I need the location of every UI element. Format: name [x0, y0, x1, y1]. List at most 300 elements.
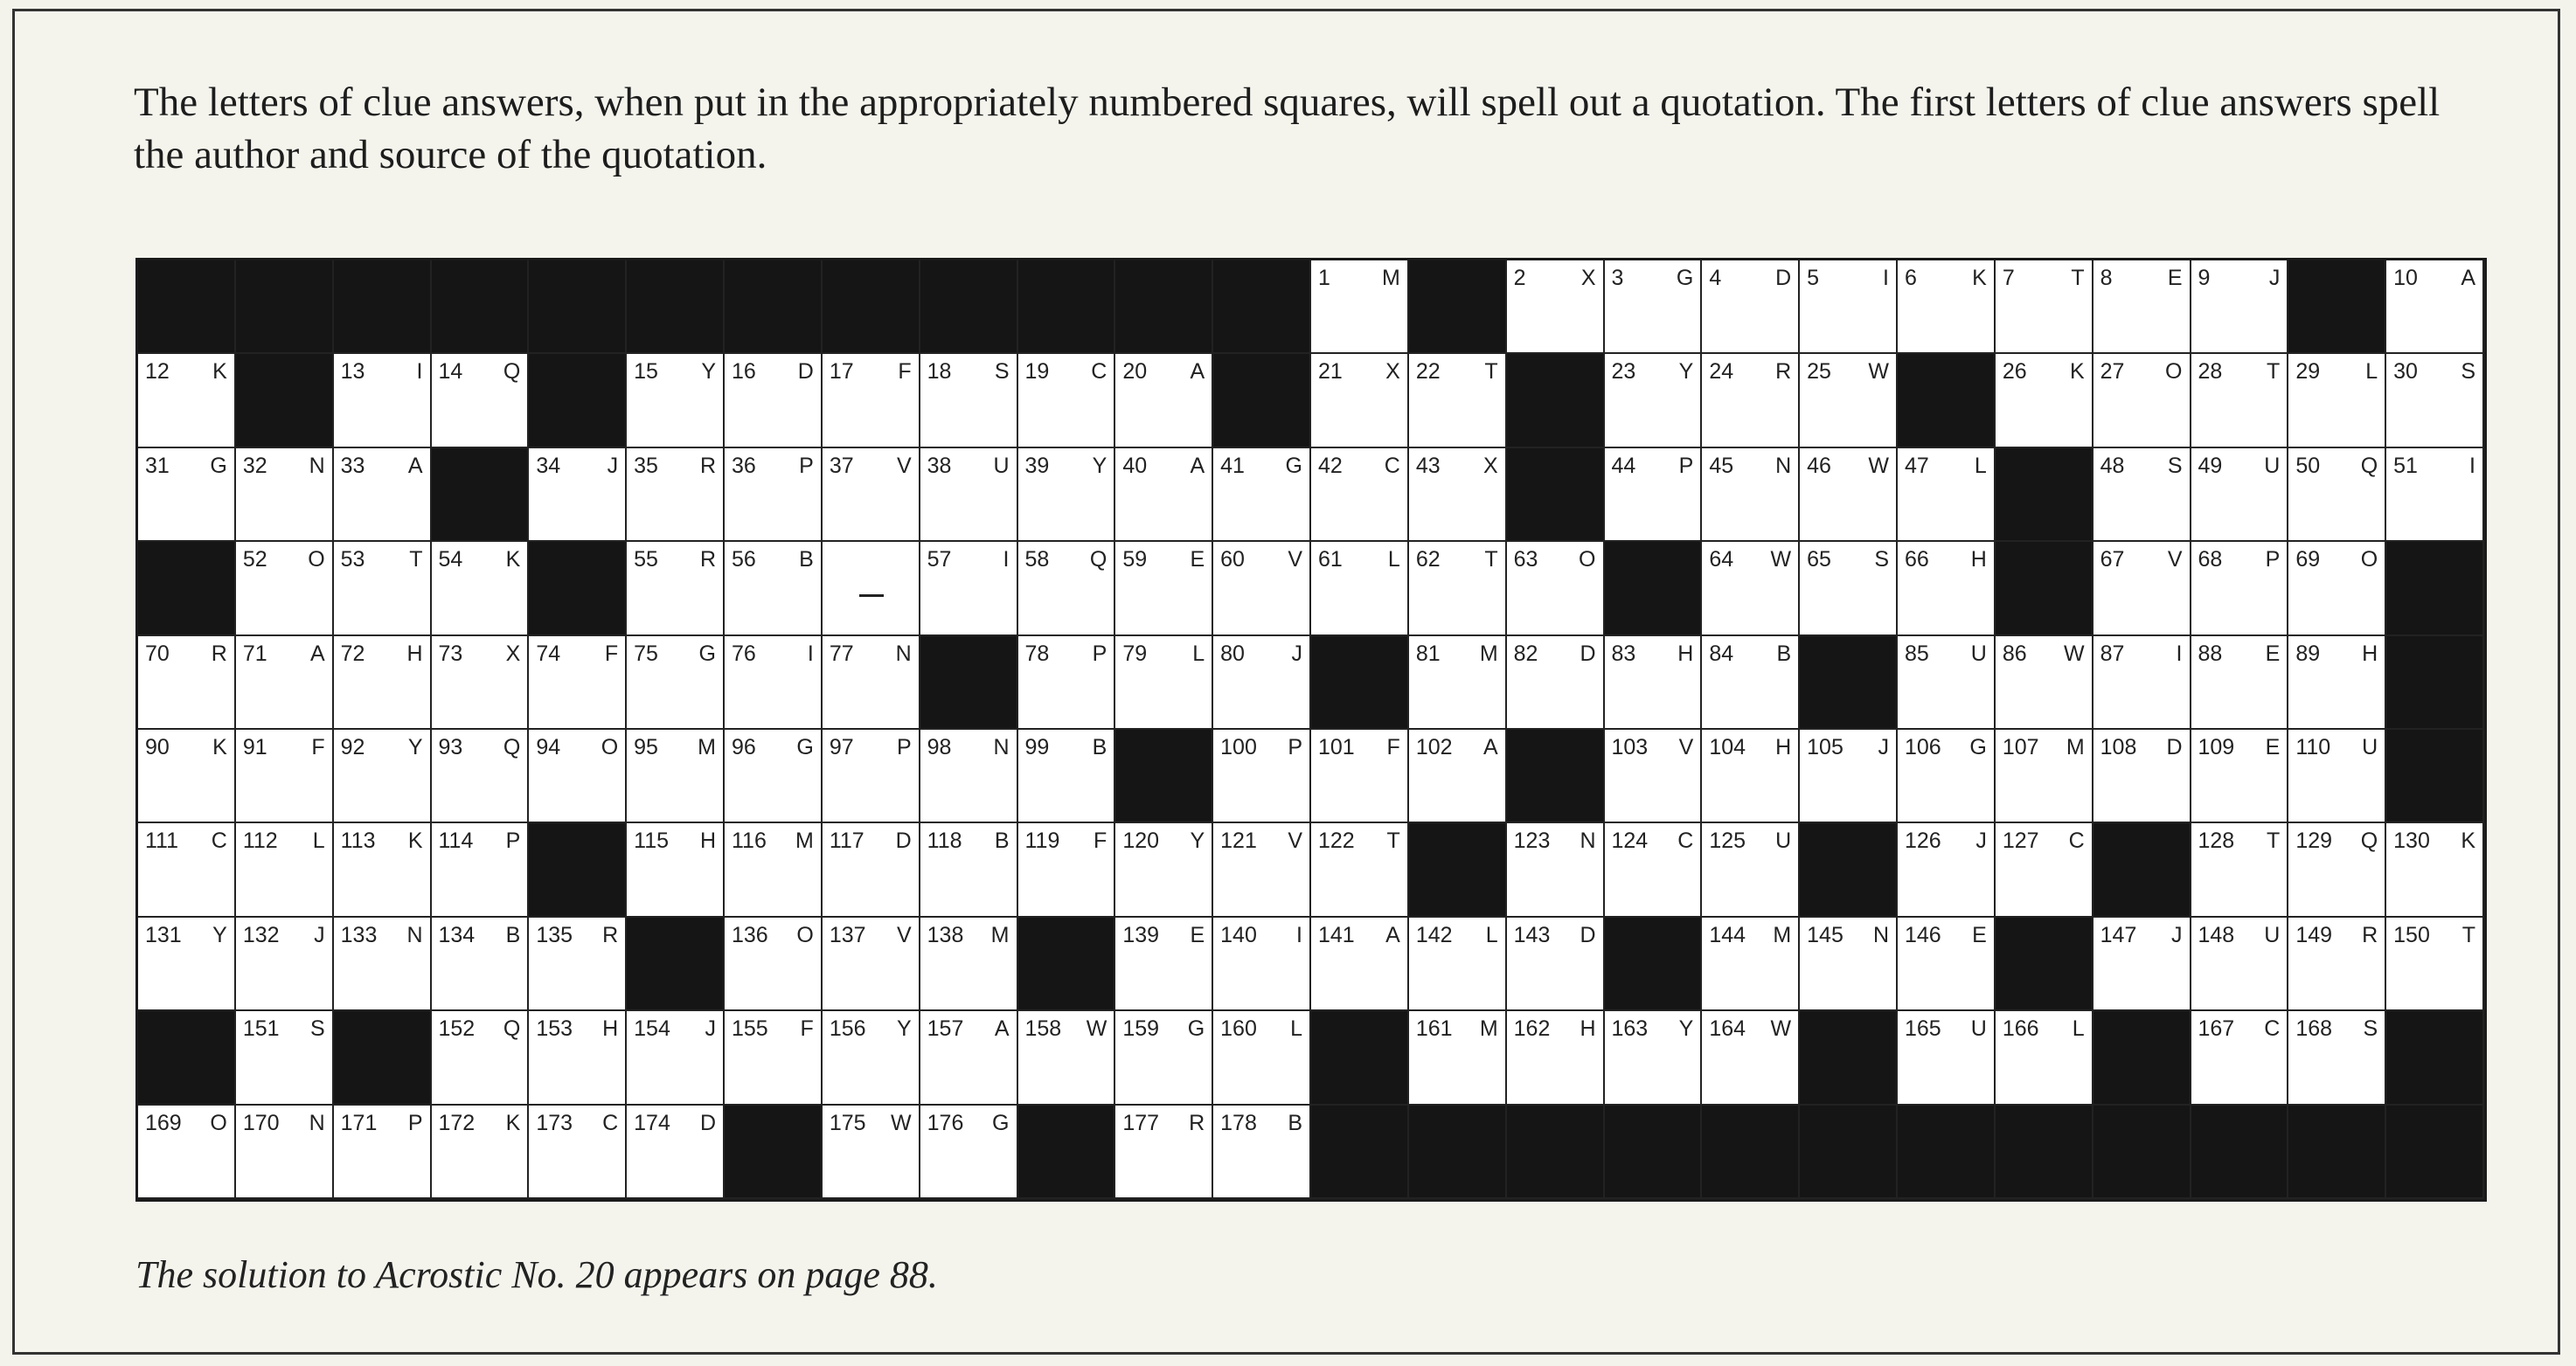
clue-letter: H — [602, 1016, 619, 1042]
square-number: 169 — [145, 1110, 182, 1135]
grid-square — [920, 918, 1018, 1011]
grid-square — [1702, 542, 1800, 635]
grid-square — [1507, 542, 1605, 635]
clue-letter: P — [1092, 641, 1107, 666]
grid-square — [1213, 1106, 1311, 1199]
grid-square — [334, 730, 432, 823]
clue-letter: T — [1484, 359, 1498, 385]
grid-square — [1800, 542, 1898, 635]
square-number: 34 — [536, 453, 561, 478]
grid-square — [1115, 448, 1213, 542]
square-number: 98 — [927, 735, 952, 759]
clue-letter: A — [2461, 266, 2475, 290]
clue-letter: W — [2064, 641, 2085, 666]
square-number: 175 — [829, 1110, 866, 1135]
square-number: 75 — [634, 641, 658, 666]
clue-letter: V — [1678, 735, 1694, 759]
clue-letter: I — [2469, 453, 2475, 478]
grid-square — [725, 918, 823, 1011]
black-square — [1605, 918, 1703, 1011]
square-number: 32 — [242, 453, 267, 478]
clue-letter: O — [2165, 359, 2183, 385]
square-number: 111 — [145, 829, 179, 854]
grid-square — [529, 448, 627, 542]
clue-letter: D — [699, 1110, 716, 1135]
grid-square — [725, 730, 823, 823]
square-number: 89 — [2295, 641, 2321, 666]
square-number: 142 — [1415, 922, 1453, 947]
clue-letter: T — [1484, 547, 1498, 572]
grid-square — [2386, 448, 2484, 542]
square-number: 55 — [634, 547, 658, 572]
clue-letter: J — [1291, 641, 1302, 666]
grid-square — [823, 448, 920, 542]
square-number: 93 — [438, 735, 463, 759]
grid-square — [236, 448, 334, 542]
clue-letter: D — [2166, 735, 2183, 759]
grid-square — [1507, 636, 1605, 730]
square-number: 78 — [1024, 641, 1050, 666]
grid-square — [823, 636, 920, 730]
clue-letter: B — [1776, 641, 1792, 666]
clue-letter: B — [1288, 1110, 1302, 1135]
clue-letter: A — [1190, 359, 1205, 385]
clue-letter: P — [2265, 547, 2281, 572]
clue-letter: G — [1676, 266, 1694, 290]
black-square — [1311, 636, 1409, 730]
grid-square — [1311, 354, 1409, 447]
grid-square — [920, 354, 1018, 447]
black-square — [2386, 636, 2484, 730]
square-number: 101 — [1318, 735, 1355, 759]
clue-letter: Q — [1089, 547, 1107, 572]
clue-letter: Y — [1678, 1016, 1694, 1042]
grid-square — [1311, 260, 1409, 354]
square-number: 103 — [1611, 735, 1649, 759]
square-number: 108 — [2100, 735, 2137, 759]
black-square — [2386, 542, 2484, 635]
square-number: 139 — [1122, 922, 1160, 947]
clue-letter: T — [2071, 266, 2085, 290]
clue-letter: S — [309, 1016, 325, 1042]
clue-letter: G — [992, 1110, 1010, 1135]
clue-letter: A — [994, 1016, 1010, 1042]
square-number: 56 — [732, 547, 756, 572]
black-square — [2191, 1106, 2289, 1199]
square-number: 122 — [1318, 829, 1355, 854]
clue-letter: S — [994, 359, 1010, 385]
black-square — [2288, 260, 2386, 354]
square-number: 74 — [536, 641, 561, 666]
grid-square — [334, 354, 432, 447]
clue-letter: O — [308, 547, 325, 572]
square-number: 5 — [1807, 266, 1820, 290]
grid-square — [1898, 542, 1996, 635]
grid-square — [725, 448, 823, 542]
grid-square — [138, 448, 236, 542]
clue-letter: X — [1385, 359, 1400, 385]
grid-square — [2093, 730, 2191, 823]
grid-square — [1702, 260, 1800, 354]
grid-square — [138, 730, 236, 823]
grid-square — [2093, 636, 2191, 730]
clue-letter: F — [311, 735, 325, 759]
clue-letter: N — [309, 1110, 325, 1135]
square-number: 37 — [829, 453, 854, 478]
square-number: 107 — [2002, 735, 2039, 759]
grid-square — [1115, 1106, 1213, 1199]
black-square — [1702, 1106, 1800, 1199]
clue-letter: E — [2265, 641, 2281, 666]
black-square — [1507, 730, 1605, 823]
square-number: 3 — [1611, 266, 1624, 290]
clue-letter: I — [2176, 641, 2183, 666]
grid-square — [2288, 636, 2386, 730]
grid-square — [920, 1106, 1018, 1199]
black-square — [2093, 1106, 2191, 1199]
clue-letter: A — [309, 641, 325, 666]
grid-square — [627, 1106, 725, 1199]
puzzle-frame — [12, 9, 2560, 1355]
square-number: 59 — [1122, 547, 1148, 572]
clue-letter: G — [210, 453, 227, 478]
clue-letter: J — [314, 922, 325, 947]
grid-square — [2386, 823, 2484, 917]
clue-letter: L — [312, 829, 325, 854]
clue-letter: K — [1972, 266, 1987, 290]
square-number: 2 — [1513, 266, 1526, 290]
square-number: 65 — [1807, 547, 1831, 572]
grid-square — [2288, 354, 2386, 447]
grid-square — [1311, 823, 1409, 917]
black-square — [1213, 354, 1311, 447]
square-number: 96 — [732, 735, 756, 759]
square-number: 129 — [2295, 829, 2333, 854]
clue-letter: B — [505, 922, 521, 947]
grid-square — [2288, 448, 2386, 542]
square-number: 77 — [829, 641, 854, 666]
grid-square — [2191, 823, 2289, 917]
square-number: 63 — [1513, 547, 1538, 572]
clue-letter: K — [505, 547, 521, 572]
square-number: 125 — [1709, 829, 1746, 854]
black-square — [529, 542, 627, 635]
clue-letter: G — [796, 735, 814, 759]
word-break-square — [823, 542, 920, 635]
clue-letter: T — [2267, 829, 2281, 854]
clue-letter: F — [1386, 735, 1400, 759]
clue-letter: R — [699, 547, 716, 572]
clue-letter: B — [994, 829, 1010, 854]
black-square — [529, 823, 627, 917]
clue-letter: X — [1482, 453, 1498, 478]
square-number: 131 — [145, 922, 182, 947]
square-number: 130 — [2393, 829, 2430, 854]
square-number: 58 — [1024, 547, 1050, 572]
clue-letter: K — [407, 829, 423, 854]
black-square — [1898, 1106, 1996, 1199]
black-square — [529, 354, 627, 447]
black-square — [2386, 1106, 2484, 1199]
square-number: 163 — [1611, 1016, 1649, 1042]
grid-square — [1115, 354, 1213, 447]
square-number: 88 — [2198, 641, 2223, 666]
black-square — [1018, 918, 1116, 1011]
clue-letter: Q — [2360, 453, 2378, 478]
clue-letter: Y — [1190, 829, 1205, 854]
black-square — [236, 260, 334, 354]
grid-square — [1702, 1011, 1800, 1105]
square-number: 115 — [634, 829, 670, 854]
clue-letter: L — [1974, 453, 1987, 478]
clue-letter: N — [309, 453, 325, 478]
square-number: 109 — [2198, 735, 2235, 759]
grid-square — [1898, 636, 1996, 730]
square-number: 73 — [438, 641, 463, 666]
clue-letter: R — [1189, 1110, 1205, 1135]
grid-square — [1605, 730, 1703, 823]
clue-letter: I — [416, 359, 423, 385]
square-number: 76 — [732, 641, 756, 666]
grid-square — [236, 1106, 334, 1199]
square-number: 97 — [829, 735, 854, 759]
black-square — [1996, 1106, 2093, 1199]
square-number: 31 — [145, 453, 170, 478]
grid-square — [2191, 918, 2289, 1011]
black-square — [1996, 542, 2093, 635]
word-break-dash — [859, 594, 885, 597]
clue-letter: P — [1678, 453, 1694, 478]
square-number: 113 — [340, 829, 376, 854]
grid-square — [236, 636, 334, 730]
clue-letter: O — [2360, 547, 2378, 572]
square-number: 99 — [1024, 735, 1050, 759]
square-number: 15 — [634, 359, 658, 385]
clue-letter: E — [1190, 922, 1205, 947]
black-square — [1409, 1106, 1507, 1199]
clue-letter: M — [2066, 735, 2085, 759]
clue-letter: Y — [701, 359, 716, 385]
clue-letter: Q — [503, 735, 521, 759]
clue-letter: L — [1192, 641, 1205, 666]
clue-letter: C — [602, 1110, 619, 1135]
grid-square — [2288, 918, 2386, 1011]
square-number: 172 — [438, 1110, 476, 1135]
grid-square — [1898, 260, 1996, 354]
square-number: 64 — [1709, 547, 1734, 572]
grid-square — [1605, 354, 1703, 447]
clue-letter: F — [898, 359, 912, 385]
grid-square — [2288, 823, 2386, 917]
clue-letter: U — [1775, 829, 1792, 854]
clue-letter: H — [699, 829, 716, 854]
square-number: 82 — [1513, 641, 1538, 666]
grid-square — [920, 730, 1018, 823]
black-square — [1800, 1106, 1898, 1199]
black-square — [2093, 823, 2191, 917]
grid-square — [1018, 1011, 1116, 1105]
clue-letter: J — [1975, 829, 1987, 854]
grid-square — [1702, 636, 1800, 730]
square-number: 158 — [1024, 1016, 1062, 1042]
clue-letter: V — [896, 922, 912, 947]
square-number: 106 — [1905, 735, 1941, 759]
grid-square — [1605, 448, 1703, 542]
clue-letter: H — [406, 641, 423, 666]
grid-square — [1507, 823, 1605, 917]
square-number: 61 — [1318, 547, 1343, 572]
clue-letter: C — [1091, 359, 1107, 385]
square-number: 162 — [1513, 1016, 1551, 1042]
black-square — [138, 1011, 236, 1105]
clue-letter: P — [1288, 735, 1302, 759]
black-square — [1409, 260, 1507, 354]
grid-square — [1800, 448, 1898, 542]
clue-letter: O — [796, 922, 814, 947]
grid-square — [529, 918, 627, 1011]
grid-square — [823, 823, 920, 917]
black-square — [627, 260, 725, 354]
grid-square — [334, 636, 432, 730]
clue-letter: Y — [896, 1016, 912, 1042]
clue-letter: H — [1970, 547, 1987, 572]
square-number: 90 — [145, 735, 170, 759]
clue-letter: I — [807, 641, 814, 666]
clue-letter: H — [1677, 641, 1694, 666]
clue-letter: F — [800, 1016, 814, 1042]
black-square — [1507, 354, 1605, 447]
square-number: 171 — [340, 1110, 378, 1135]
square-number: 10 — [2393, 266, 2418, 290]
grid-square — [1898, 730, 1996, 823]
square-number: 120 — [1122, 829, 1160, 854]
clue-letter: W — [891, 1110, 912, 1135]
grid-square — [432, 354, 530, 447]
square-number: 9 — [2198, 266, 2211, 290]
clue-letter: U — [2264, 453, 2281, 478]
square-number: 48 — [2100, 453, 2125, 478]
grid-square — [1018, 354, 1116, 447]
square-number: 136 — [732, 922, 768, 947]
grid-square — [627, 1011, 725, 1105]
clue-letter: L — [1387, 547, 1400, 572]
square-number: 18 — [927, 359, 952, 385]
square-number: 164 — [1709, 1016, 1746, 1042]
square-number: 128 — [2198, 829, 2235, 854]
black-square — [1898, 354, 1996, 447]
square-number: 117 — [829, 829, 864, 854]
square-number: 155 — [732, 1016, 768, 1042]
clue-letter: O — [1579, 547, 1596, 572]
clue-letter: K — [212, 735, 227, 759]
clue-letter: M — [990, 922, 1010, 947]
clue-letter: W — [1770, 547, 1792, 572]
black-square — [529, 260, 627, 354]
clue-letter: M — [698, 735, 716, 759]
clue-letter: M — [795, 829, 814, 854]
square-number: 161 — [1415, 1016, 1453, 1042]
grid-square — [138, 636, 236, 730]
square-number: 36 — [732, 453, 756, 478]
square-number: 24 — [1709, 359, 1734, 385]
grid-square — [1311, 542, 1409, 635]
clue-letter: O — [601, 735, 619, 759]
clue-letter: H — [1775, 735, 1792, 759]
black-square — [1605, 1106, 1703, 1199]
clue-letter: R — [602, 922, 619, 947]
clue-letter: E — [2265, 735, 2281, 759]
black-square — [1800, 1011, 1898, 1105]
square-number: 144 — [1709, 922, 1746, 947]
square-number: 46 — [1807, 453, 1831, 478]
clue-letter: M — [1382, 266, 1400, 290]
square-number: 8 — [2100, 266, 2113, 290]
square-number: 123 — [1513, 829, 1551, 854]
grid-square — [1507, 918, 1605, 1011]
square-number: 134 — [438, 922, 476, 947]
grid-square — [2288, 730, 2386, 823]
clue-letter: U — [993, 453, 1010, 478]
grid-square — [1213, 1011, 1311, 1105]
grid-square — [432, 730, 530, 823]
square-number: 28 — [2198, 359, 2223, 385]
acrostic-grid — [135, 258, 2487, 1202]
clue-letter: E — [1972, 922, 1987, 947]
grid-square — [2191, 260, 2289, 354]
square-number: 176 — [927, 1110, 964, 1135]
clue-letter: T — [1386, 829, 1400, 854]
clue-letter: H — [1580, 1016, 1596, 1042]
grid-square — [334, 448, 432, 542]
grid-square — [823, 1011, 920, 1105]
clue-letter: E — [1190, 547, 1205, 572]
square-number: 94 — [536, 735, 561, 759]
clue-letter: O — [210, 1110, 227, 1135]
grid-square — [725, 542, 823, 635]
clue-letter: P — [799, 453, 814, 478]
clue-letter: K — [505, 1110, 521, 1135]
clue-letter: T — [409, 547, 423, 572]
square-number: 154 — [634, 1016, 670, 1042]
square-number: 114 — [438, 829, 474, 854]
clue-letter: I — [1296, 922, 1302, 947]
grid-square — [1898, 918, 1996, 1011]
square-number: 121 — [1220, 829, 1257, 854]
clue-letter: L — [2365, 359, 2378, 385]
grid-square — [2288, 1011, 2386, 1105]
clue-letter: Y — [212, 922, 227, 947]
clue-letter: W — [1086, 1016, 1107, 1042]
clue-letter: G — [1187, 1016, 1205, 1042]
grid-square — [2191, 354, 2289, 447]
grid-square — [920, 448, 1018, 542]
square-number: 160 — [1220, 1016, 1257, 1042]
clue-letter: A — [407, 453, 423, 478]
square-number: 151 — [242, 1016, 280, 1042]
grid-square — [627, 448, 725, 542]
clue-letter: K — [2069, 359, 2085, 385]
square-number: 23 — [1611, 359, 1636, 385]
square-number: 68 — [2198, 547, 2223, 572]
clue-letter: R — [211, 641, 227, 666]
square-number: 153 — [536, 1016, 573, 1042]
black-square — [1996, 448, 2093, 542]
clue-letter: R — [1775, 359, 1792, 385]
clue-letter: V — [1288, 547, 1302, 572]
clue-letter: U — [2264, 922, 2281, 947]
black-square — [138, 542, 236, 635]
square-number: 53 — [340, 547, 365, 572]
